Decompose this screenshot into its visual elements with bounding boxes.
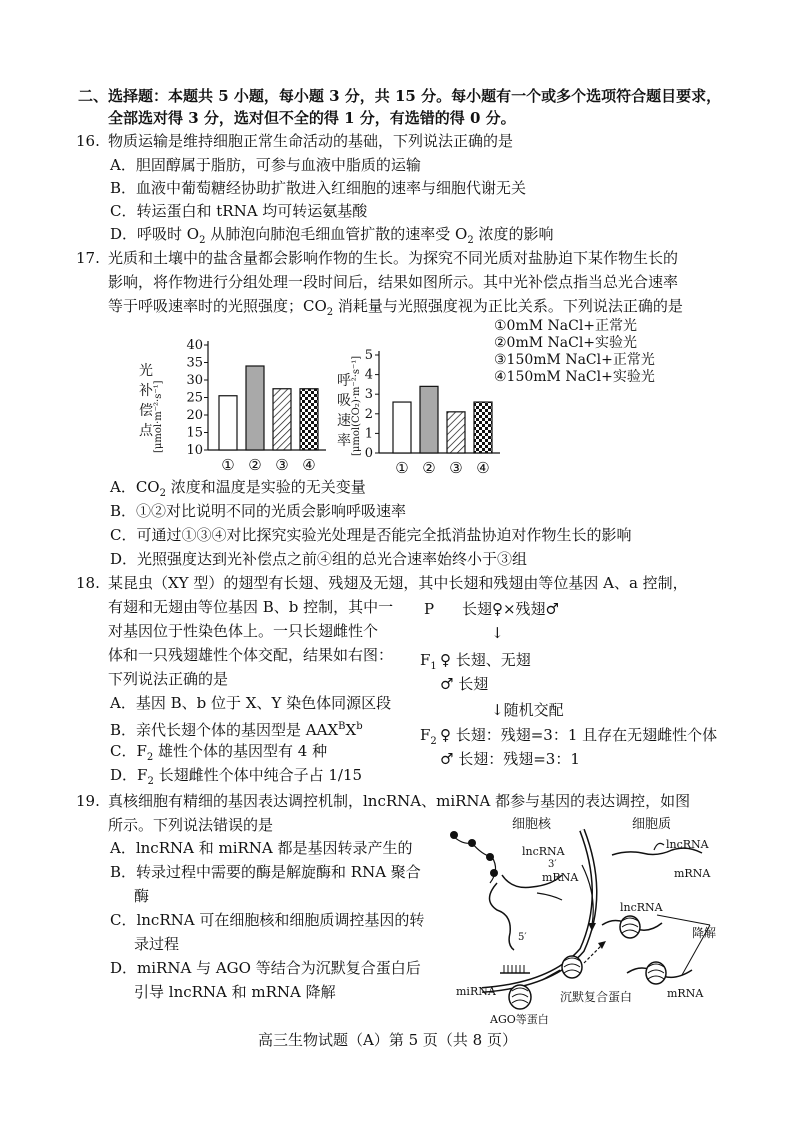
silencing-complex-label: 沉默复合蛋白 — [560, 990, 633, 1004]
section-header-line1: 二、选择题：本题共 5 小题，每小题 3 分，共 15 分。每小题有一个或多个选项符合题目要求， — [78, 87, 722, 105]
cross-p-label: P — [424, 600, 435, 618]
x-category-label: ③ — [449, 459, 463, 475]
q19-option-a: A．lncRNA 和 miRNA 都是基因转录产生的 — [110, 839, 413, 857]
q18-stem-line4: 体和一只残翅雄性个体交配，结果如右图： — [108, 646, 394, 664]
q19-option-d-line1: D．miRNA 与 AGO 等结合为沉默复合蛋白后 — [110, 959, 421, 977]
q19-option-b-line1: B．转录过程中需要的酶是解旋酶和 RNA 聚合 — [110, 863, 421, 881]
x-category-label: ② — [248, 456, 262, 474]
q18-option-b: B．亲代长翅个体的基因型是 $AAX^BX^b$ — [110, 721, 363, 739]
bar-2 — [420, 386, 438, 453]
y-tick-label: 3 — [364, 387, 373, 403]
mirna-label: miRNA — [456, 985, 496, 998]
q18-option-d: D．$F_2$ 长翅雌性个体中纯合子占 1/15 — [110, 766, 363, 787]
q19-stem-line1: 真核细胞有精细的基因表达调控机制，lncRNA、miRNA 都参与基因的表达调控，如图 — [108, 792, 691, 810]
bar-2 — [246, 366, 264, 450]
q17-stem-line1: 光质和土壤中的盐含量都会影响作物的生长。为探究不同光质对盐胁迫下某作物生长的 — [108, 249, 679, 267]
q17-option-b: B．①②对比说明不同的光质会影响呼吸速率 — [110, 502, 407, 520]
ago-label: AGO等蛋白 — [490, 1013, 549, 1026]
y-tick-label: 10 — [186, 443, 203, 458]
respiration-rate-chart — [337, 348, 500, 475]
y-tick-label: 35 — [186, 355, 203, 371]
y-axis-label-char: 呼 — [337, 373, 351, 389]
q17-charts — [125, 325, 505, 475]
x-category-label: ② — [422, 459, 436, 475]
q17-number: 17. — [76, 249, 100, 267]
compensation-point-chart — [139, 338, 326, 474]
y-tick-label: 15 — [186, 425, 203, 441]
five-prime-label: 5′ — [518, 932, 527, 943]
q16-option-c: C．转运蛋白和 tRNA 均可转运氨基酸 — [110, 202, 368, 220]
q17-legend-3: ③150mM NaCl+正常光 — [494, 352, 655, 368]
q19-option-d-line2: 引导 lncRNA 和 mRNA 降解 — [134, 983, 336, 1001]
q18-stem-line2: 有翅和无翅由等位基因 B、b 控制，其中一 — [108, 598, 394, 616]
mirna-comb — [500, 965, 530, 973]
cross-f1-label: $F_1$ — [420, 651, 437, 672]
mrna-label-1: mRNA — [542, 871, 579, 884]
q16-number: 16. — [76, 132, 100, 150]
q19-option-c-line1: C．lncRNA 可在细胞核和细胞质调控基因的转 — [110, 911, 425, 929]
y-tick-label: 25 — [186, 390, 203, 406]
bar-1 — [219, 396, 237, 450]
q16-option-a: A．胆固醇属于脂肪，可参与血液中脂质的运输 — [110, 156, 421, 174]
x-category-label: ④ — [302, 456, 316, 474]
q19-stem-line2: 所示。下列说法错误的是 — [108, 816, 274, 834]
y-tick-label: 1 — [364, 426, 373, 442]
mrna-label-2: mRNA — [674, 867, 711, 880]
y-axis-unit: [μmol(CO₂)·m⁻²·s⁻¹] — [351, 355, 362, 456]
y-tick-label: 5 — [364, 348, 373, 363]
y-axis-label-char: 吸 — [337, 393, 351, 409]
cross-f2-male: ♂ 长翅：残翅=3：1 — [440, 750, 580, 768]
q17-stem-line2: 影响，将作物进行分组处理一段时间后，结果如图所示。其中光补偿点指当总光合速率 — [108, 273, 679, 291]
y-tick-label: 30 — [186, 373, 203, 388]
q19-option-b-line2: 酶 — [134, 887, 150, 905]
q18-option-c: C．$F_2$ 雄性个体的基因型有 4 种 — [110, 742, 328, 763]
y-tick-label: 2 — [364, 406, 373, 422]
bar-4 — [300, 389, 318, 450]
x-category-label: ④ — [476, 459, 490, 475]
bar-3 — [273, 389, 291, 450]
bar-4 — [474, 402, 492, 453]
mrna-strand-nucleus — [490, 883, 515, 950]
q16-option-d: D．呼吸时 $O_2$ 从肺泡向肺泡毛细血管扩散的速率受 $O_2$ 浓度的影响 — [110, 225, 554, 246]
bar-1 — [393, 402, 411, 453]
cross-f2-label: $F_2$ — [420, 726, 437, 747]
x-category-label: ① — [395, 459, 409, 475]
bar-3 — [447, 412, 465, 453]
y-axis-label-char: 偿 — [139, 403, 153, 419]
cross-f1-female: ♀ 长翅、无翅 — [440, 651, 531, 669]
q19-number: 19. — [76, 792, 100, 810]
q17-legend-2: ②0mM NaCl+实验光 — [494, 335, 638, 351]
silencing-complex-mrna — [627, 962, 692, 984]
q18-number: 18. — [76, 574, 100, 592]
y-axis-label-char: 率 — [337, 433, 351, 449]
page-footer: 高三生物试题（A）第 5 页（共 8 页） — [258, 1031, 517, 1049]
cross-f1-male: ♂ 长翅 — [440, 675, 489, 693]
y-axis-label-char: 点 — [139, 423, 153, 439]
cross-random-mating: ↓随机交配 — [491, 701, 564, 719]
q18-stem-line5: 下列说法正确的是 — [108, 670, 229, 688]
y-tick-label: 4 — [364, 367, 373, 383]
q17-option-a: A．$CO_2$ 浓度和温度是实验的无关变量 — [110, 478, 366, 499]
ago-protein — [509, 985, 531, 1009]
q17-legend-1: ①0mM NaCl+正常光 — [494, 318, 638, 334]
q19-regulation-diagram — [442, 815, 732, 1030]
cross-p-text: 长翅♀×残翅♂ — [462, 600, 559, 618]
q18-stem-line1: 某昆虫（XY 型）的翅型有长翅、残翅及无翅，其中长翅和残翅由等位基因 A、a 控制， — [108, 574, 688, 592]
y-axis-unit: [μmol·m⁻²·s⁻¹] — [153, 380, 164, 453]
q16-option-b: B．血液中葡萄糖经协助扩散进入红细胞的速率与细胞代谢无关 — [110, 179, 527, 197]
silencing-complex — [562, 956, 582, 978]
q18-stem-line3: 对基因位于性染色体上。一只长翅雌性个 — [108, 622, 379, 640]
q19-option-c-line2: 录过程 — [134, 935, 180, 953]
lncrna-label-1: lncRNA — [522, 845, 565, 858]
cross-arrow-1: ↓ — [491, 624, 504, 642]
degrade-label: 降解 — [692, 926, 717, 940]
mrna-label-3: mRNA — [667, 987, 704, 1000]
cross-f2-female: ♀ 长翅：残翅=3：1 且存在无翅雌性个体 — [440, 726, 718, 744]
y-tick-label: 40 — [186, 338, 203, 353]
y-axis-label-char: 补 — [139, 383, 153, 399]
q17-option-c: C．可通过①③④对比探究实验光处理是否能完全抵消盐协迫对作物生长的影响 — [110, 526, 632, 544]
q18-option-a: A．基因 B、b 位于 X、Y 染色体同源区段 — [110, 694, 392, 712]
q17-legend-4: ④150mM NaCl+实验光 — [494, 369, 655, 385]
cytoplasm-label: 细胞质 — [632, 817, 672, 832]
x-category-label: ① — [221, 456, 235, 474]
q16-stem: 物质运输是维持细胞正常生命活动的基础，下列说法正确的是 — [108, 132, 514, 150]
three-prime-label: 3′ — [548, 859, 557, 870]
nucleus-label: 细胞核 — [512, 817, 552, 832]
lncrna-label-3: lncRNA — [620, 901, 663, 914]
x-category-label: ③ — [275, 456, 289, 474]
q17-option-d: D．光照强度达到光补偿点之前④组的总光合速率始终小于③组 — [110, 550, 528, 568]
y-tick-label: 0 — [364, 446, 373, 461]
lncrna-label-2: lncRNA — [666, 838, 709, 851]
y-tick-label: 20 — [186, 408, 203, 423]
section-header-line2: 全部选对得 3 分，选对但不全的得 1 分，有选错的得 0 分。 — [108, 109, 516, 127]
chromatin — [450, 831, 498, 883]
silencing-complex-lncrna — [602, 916, 662, 938]
y-axis-label-char: 速 — [337, 413, 351, 429]
y-axis-label-char: 光 — [139, 363, 153, 379]
q17-stem-line3: 等于呼吸速率时的光照强度；$CO_2$ 消耗量与光照强度视为正比关系。下列说法正确的是 — [108, 297, 683, 318]
